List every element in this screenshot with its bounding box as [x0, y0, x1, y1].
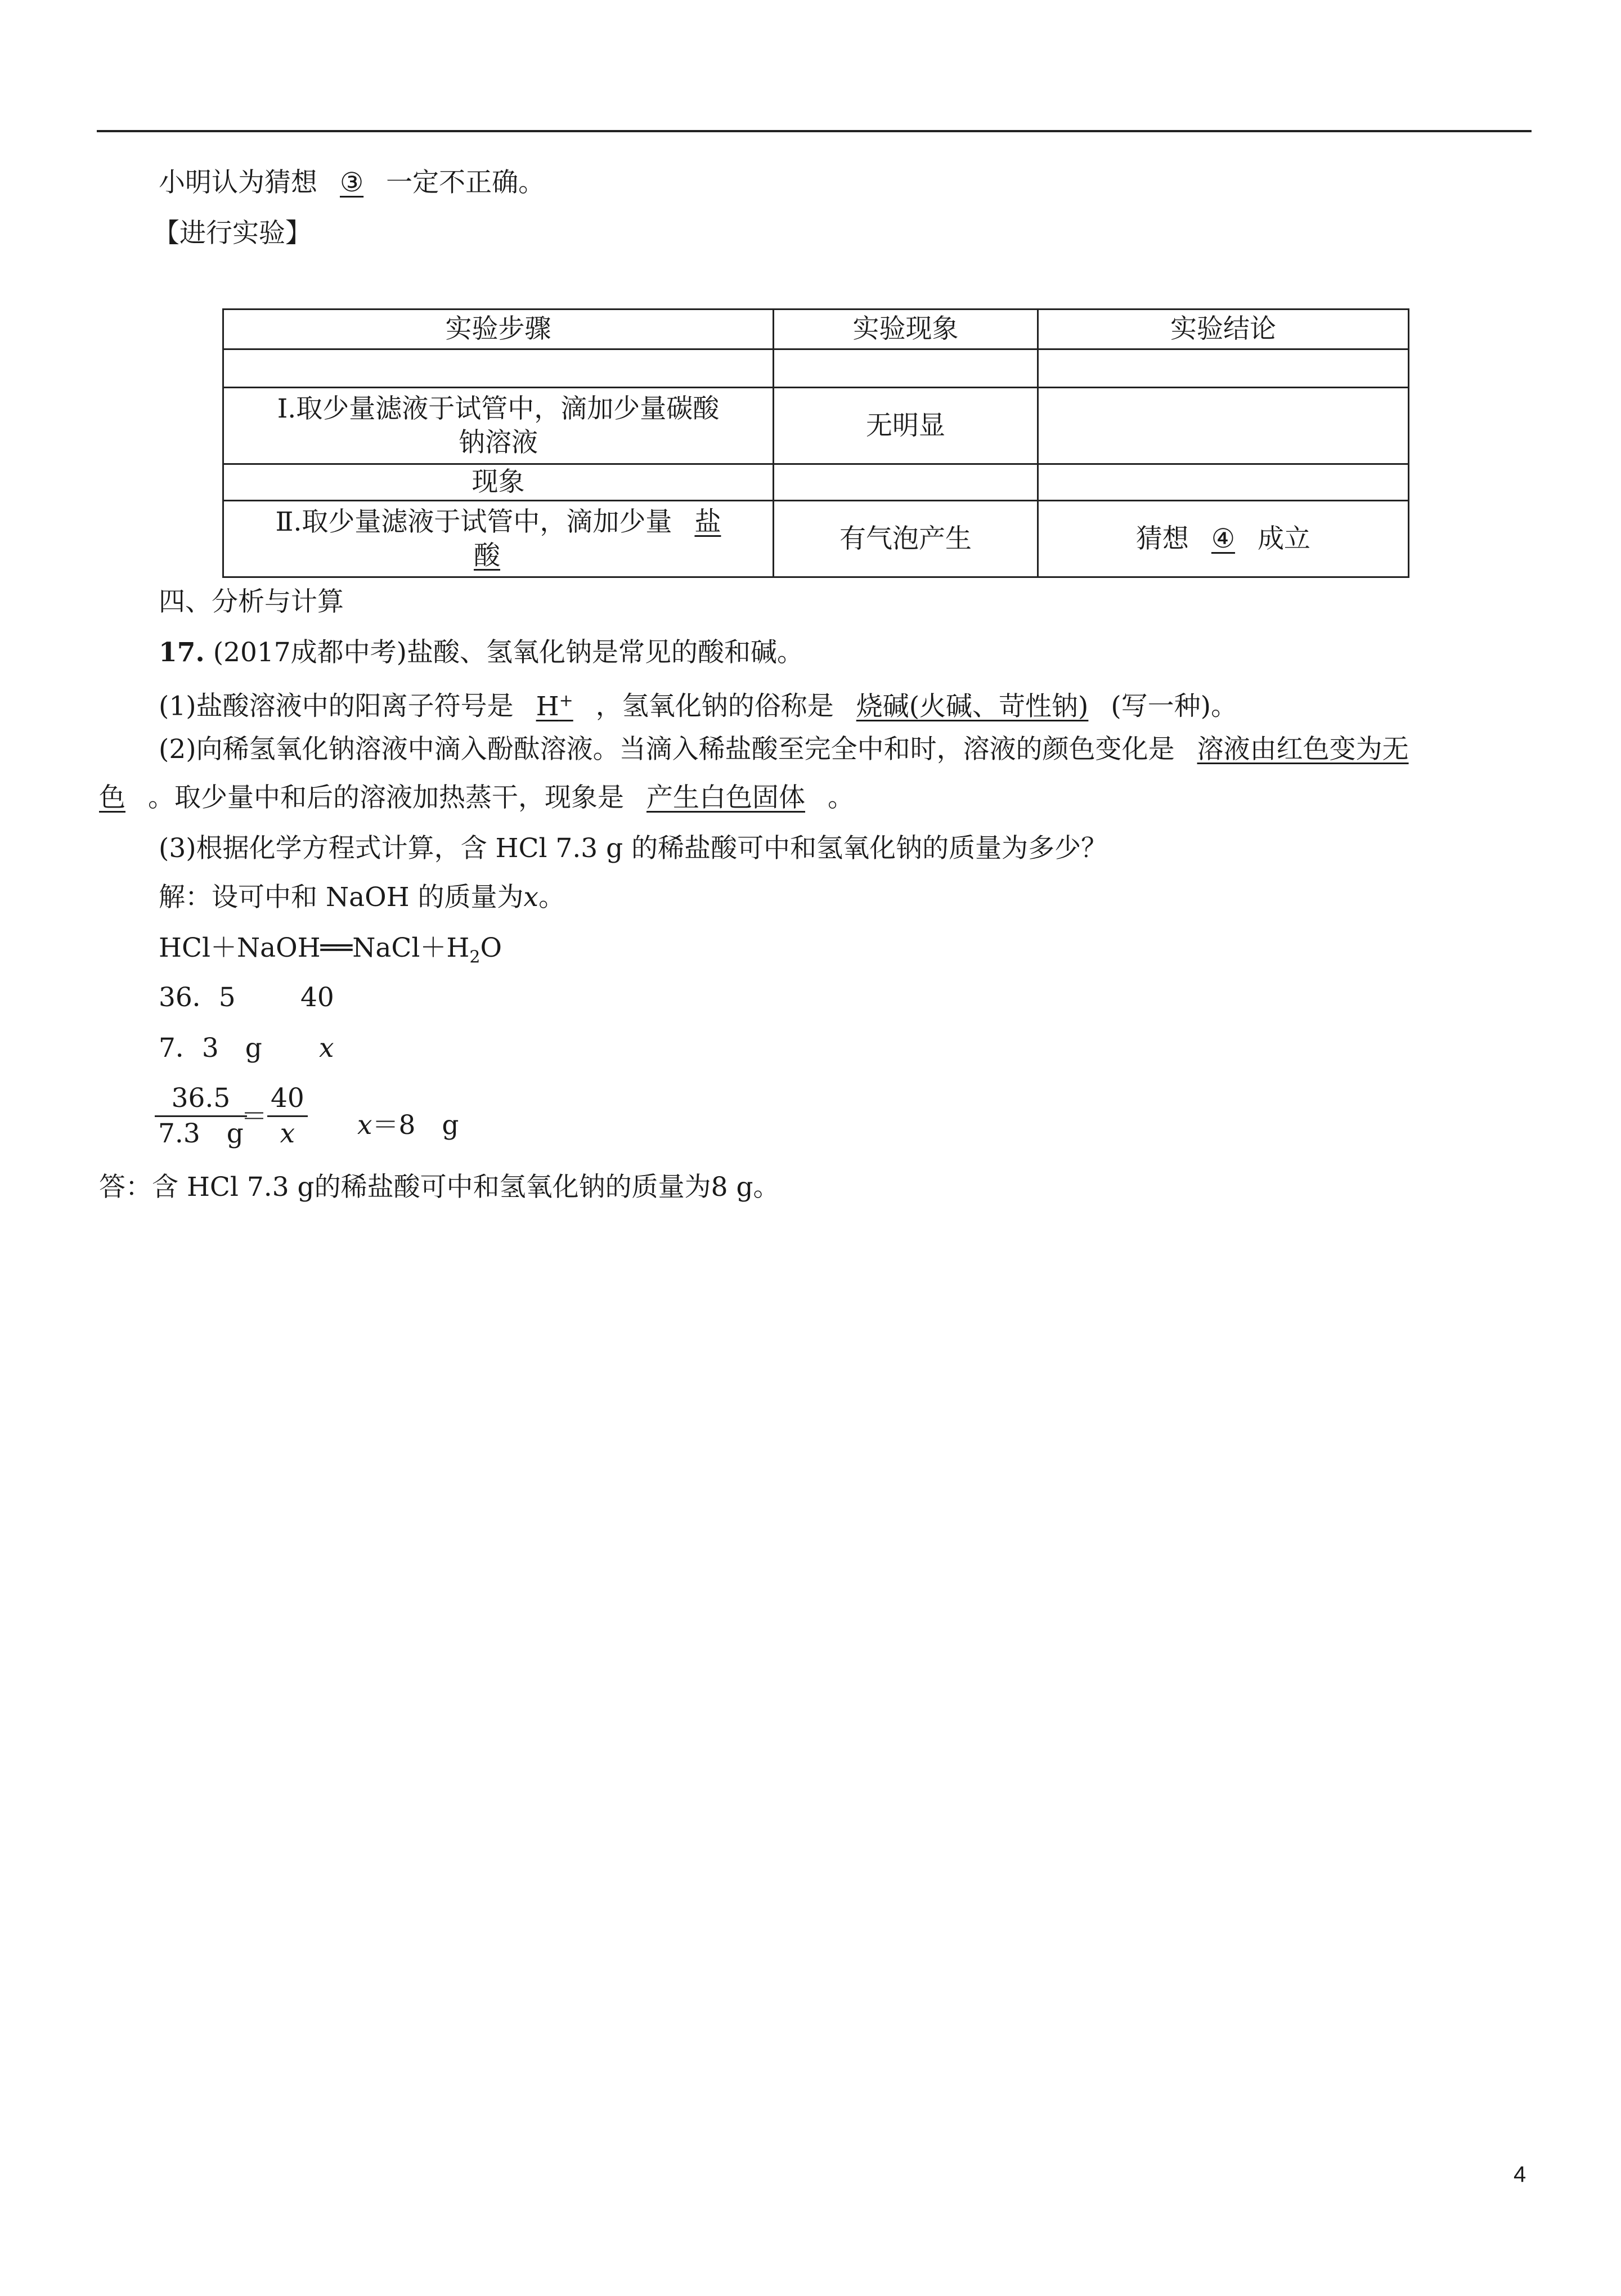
conclusion-line: [159, 166, 545, 200]
page-number: 4: [1514, 2162, 1526, 2187]
row2-phenomenon: 有气泡产生: [774, 501, 1038, 577]
header-rule: [97, 130, 1532, 132]
table-row: [223, 501, 1409, 577]
q17-part1: (1)盐酸溶液中的阳离子符号是 H+ ，氢氧化钠的俗称是 烧碱(火碱、苛性钠) (写一种)。: [159, 690, 1238, 722]
solution-ratio-a: 36．5: [159, 982, 236, 1013]
q17-part2-line1: (2)向稀氢氧化钠溶液中滴入酚酞溶液。当滴入稀盐酸至完全中和时，溶液的颜色变化是 溶液由红色变为无: [159, 734, 1409, 765]
q17-part2-answer-phenomenon: 产生白色固体: [646, 782, 805, 813]
table-row: [223, 388, 1409, 464]
section-experiment-heading: 【进行实验】: [153, 218, 312, 249]
header-step: 实验步骤: [223, 310, 774, 349]
q17-part2-answer-color: 溶液由红色变为无: [1197, 734, 1409, 765]
solution-answer: 答：含 HCl 7.3 g的稀盐酸可中和氢氧化钠的质量为8 g。: [99, 1172, 780, 1203]
row1-step: Ⅰ.取少量滤液于试管中，滴加少量碳酸 钠溶液: [223, 388, 774, 464]
q17-part2-line2: 色 。取少量中和后的溶液加热蒸干，现象是 产生白色固体 。: [99, 782, 854, 813]
solution-ratio-b: 40: [300, 982, 334, 1013]
row1-conclusion: [1038, 388, 1409, 464]
q17-number: 17.: [159, 637, 205, 668]
row2-step: Ⅱ.取少量滤液于试管中，滴加少量 盐 酸: [223, 501, 774, 577]
table-row: [223, 349, 1409, 388]
header-phenomenon: 实验现象: [774, 310, 1038, 349]
solution-equals: ＝: [241, 1101, 267, 1132]
header-conclusion: 实验结论: [1038, 310, 1409, 349]
solution-fraction-2: $\frac{40}{x}$: [267, 1082, 308, 1151]
rowmid-step: 现象: [223, 464, 774, 501]
solution-given-b: x: [319, 1033, 334, 1064]
solution-equation: $HCl+NaOH══NaCl+H_2O$: [159, 932, 502, 967]
q17-part1-answer-name: 烧碱(火碱、苛性钠): [856, 690, 1089, 722]
table-row: [223, 464, 1409, 501]
conclusion-answer: ③: [340, 167, 364, 198]
q17-part3: (3)根据化学方程式计算，含 HCl 7.3 g 的稀盐酸可中和氢氧化钠的质量为多少？: [159, 833, 1108, 864]
solution-given-a: 7．3 g: [159, 1033, 262, 1064]
solution-result: x＝8 g: [357, 1110, 459, 1141]
conclusion-suffix: 一定不正确。: [386, 167, 545, 198]
solution-let: 解：设可中和 NaOH 的质量为x。: [159, 882, 565, 913]
row2-conclusion: 猜想 ④ 成立: [1038, 501, 1409, 577]
table-header-row: [223, 310, 1409, 349]
section-four-heading: 四、分析与计算: [159, 586, 344, 617]
q17-part1-answer-ion: H+: [536, 690, 573, 722]
experiment-table: [222, 308, 1409, 578]
solution-fraction-1: $\frac{36.5}{7.3 g}$: [155, 1082, 247, 1151]
q17-stem: 17. (2017成都中考)盐酸、氢氧化钠是常见的酸和碱。: [159, 637, 804, 668]
conclusion-prefix: 小明认为猜想: [159, 167, 317, 198]
row1-phenomenon: 无明显: [774, 388, 1038, 464]
